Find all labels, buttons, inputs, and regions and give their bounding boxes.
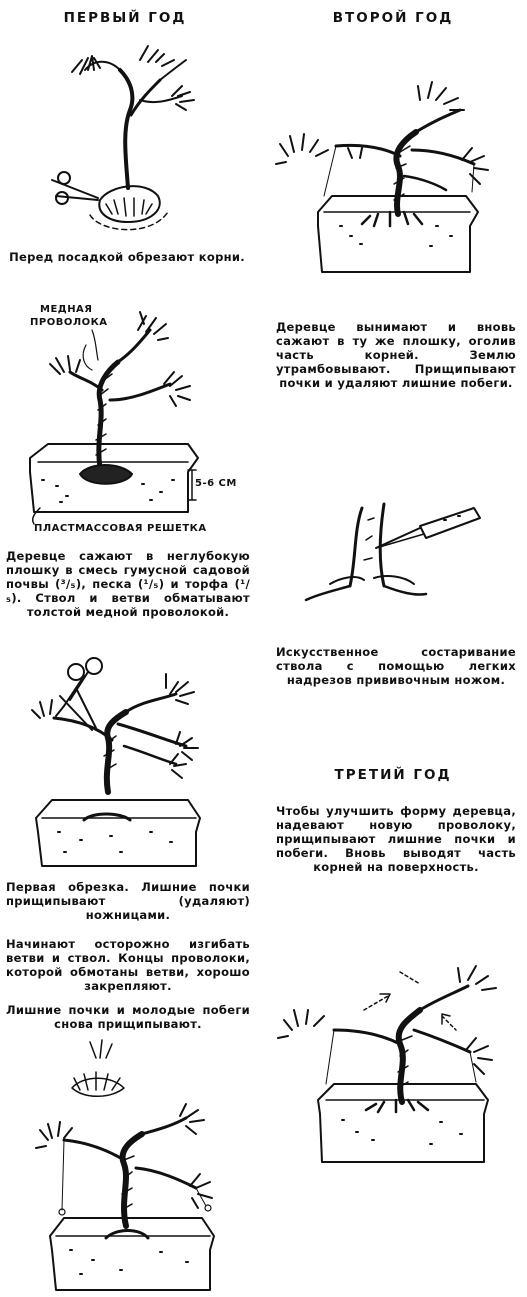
year2-heading: ВТОРОЙ ГОД bbox=[332, 10, 454, 26]
year1-step1-caption: Перед посадкой обрезают корни. bbox=[9, 250, 245, 264]
year2-step1-caption: Деревце вынимают и вновь сажают в ту же плошку, оголив часть корней. Землю утрамбовывают. Прищипывают почки и удаляют лишние побеги. bbox=[276, 320, 516, 390]
year1-heading: ПЕРВЫЙ ГОД bbox=[63, 10, 187, 26]
grid-label: ПЛАСТМАССОВАЯ РЕШЕТКА bbox=[34, 523, 207, 534]
year1-step4-caption: Начинают осторожно изгибать ветви и ствол. Концы проволоки, которой обмотаны ветви, хорошо закрепляют. bbox=[6, 937, 250, 993]
year1-step3-caption: Первая обрезка. Лишние почки прищипывают (удаляют) ножницами. bbox=[6, 880, 250, 922]
year1-step5-caption: Лишние почки и молодые побеги снова прищипывают. bbox=[6, 1003, 250, 1031]
year1-step2-caption: Деревце сажают в неглубокую плошку в смесь гумусной садовой почвы (³/₅), песка (¹/₅) и торфа (¹/₅). Ствол и ветви обматывают толстой медной проволокой. bbox=[6, 549, 250, 619]
year2-step2-caption: Искусственное состаривание ствола с помощью легких надрезов прививочным ножом. bbox=[276, 645, 516, 687]
wire-label-line1: МЕДНАЯ bbox=[40, 304, 93, 315]
wire-label-line2: ПРОВОЛОКА bbox=[30, 317, 108, 328]
year3-step1-caption: Чтобы улучшить форму деревца, надевают новую проволоку, прищипывают лишние почки и побеги. Вновь выводят часть корней на поверхность. bbox=[276, 804, 516, 874]
depth-label: 5-6 СМ bbox=[195, 478, 237, 489]
year3-heading: ТРЕТИЙ ГОД bbox=[334, 767, 452, 783]
